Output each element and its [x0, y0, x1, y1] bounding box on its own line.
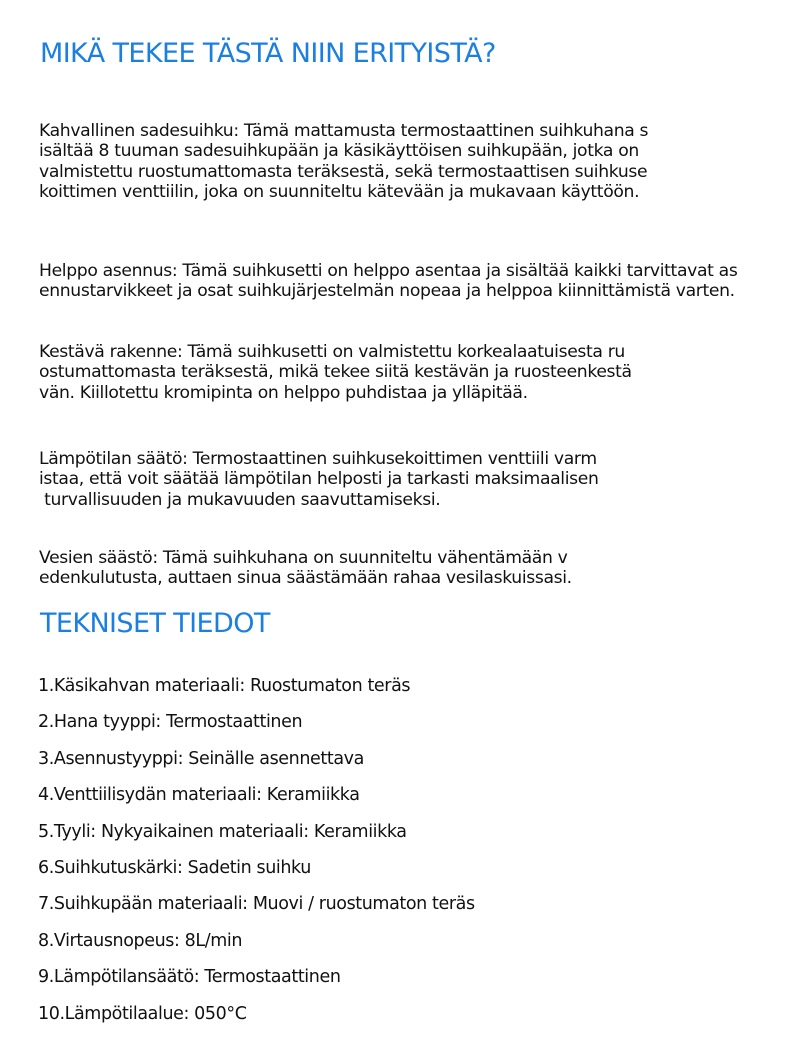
text-line: Lämpötilan säätö: Termostaattinen suihkusekoittimen venttiili varm	[39, 448, 597, 469]
feature-paragraph-rain-shower	[39, 100, 648, 203]
features-heading: MIKÄ TEKEE TÄSTÄ NIIN ERITYISTÄ?	[40, 38, 496, 69]
spec-item: 5.Tyyli: Nykyaikainen materiaali: Keramiikka	[38, 821, 407, 842]
spec-item: 7.Suihkupään materiaali: Muovi / ruostumaton teräs	[38, 894, 475, 915]
feature-paragraph-installation	[39, 240, 737, 302]
spec-item: 2.Hana tyyppi: Termostaattinen	[38, 712, 303, 733]
text-line: valmistettu ruostumattomasta teräksestä, sekä termostaattisen suihkuse	[39, 161, 648, 182]
spec-item: 1.Käsikahvan materiaali: Ruostumaton teräs	[38, 676, 411, 696]
text-line: turvallisuuden ja mukavuuden saavuttamiseksi.	[39, 489, 441, 510]
feature-paragraph-temperature	[39, 428, 599, 510]
text-line: isältää 8 tuuman sadesuihkupään ja käsikäyttöisen suihkupään, jotka on	[39, 141, 639, 161]
feature-paragraph-water-saving	[39, 527, 572, 589]
spec-item: 6.Suihkutuskärki: Sadetin suihku	[38, 857, 311, 878]
feature-paragraph-durability	[39, 321, 632, 403]
text-line: istaa, että voit säätää lämpötilan helposti ja tarkasti maksimaalisen	[39, 469, 599, 489]
spec-item: 4.Venttiilisydän materiaali: Keramiikka	[38, 785, 360, 806]
spec-item: 3.Asennustyyppi: Seinälle asennettava	[38, 748, 364, 769]
spec-item: 8.Virtausnopeus: 8L/min	[38, 930, 243, 951]
specs-list	[38, 674, 475, 1038]
text-line: edenkulutusta, auttaen sinua säästämään rahaa vesilaskuissasi.	[39, 568, 572, 588]
text-line: ennustarvikkeet ja osat suihkujärjestelmän nopeaa ja helppoa kiinnittämistä varten.	[39, 281, 735, 301]
text-line: Kahvallinen sadesuihku: Tämä mattamusta termostaattinen suihkuhana s	[39, 120, 649, 141]
spec-item: 9.Lämpötilansäätö: Termostaattinen	[38, 967, 341, 988]
text-line: Vesien säästö: Tämä suihkuhana on suunniteltu vähentämään v	[39, 547, 568, 568]
text-line: koittimen venttiilin, joka on suunniteltu kätevään ja mukavaan käyttöön.	[39, 182, 640, 202]
spec-item: 10.Lämpötilaalue: 050°C	[38, 1003, 247, 1024]
text-line: ostumattomasta teräksestä, mikä tekee siitä kestävän ja ruosteenkestä	[39, 362, 632, 382]
specs-heading: TEKNISET TIEDOT	[40, 608, 270, 639]
text-line: vän. Kiillotettu kromipinta on helppo puhdistaa ja ylläpitää.	[39, 382, 528, 403]
text-line: Kestävä rakenne: Tämä suihkusetti on valmistettu korkealaatuisesta ru	[39, 341, 625, 362]
text-line: Helppo asennus: Tämä suihkusetti on helppo asentaa ja sisältää kaikki tarvittavat as	[39, 260, 738, 281]
